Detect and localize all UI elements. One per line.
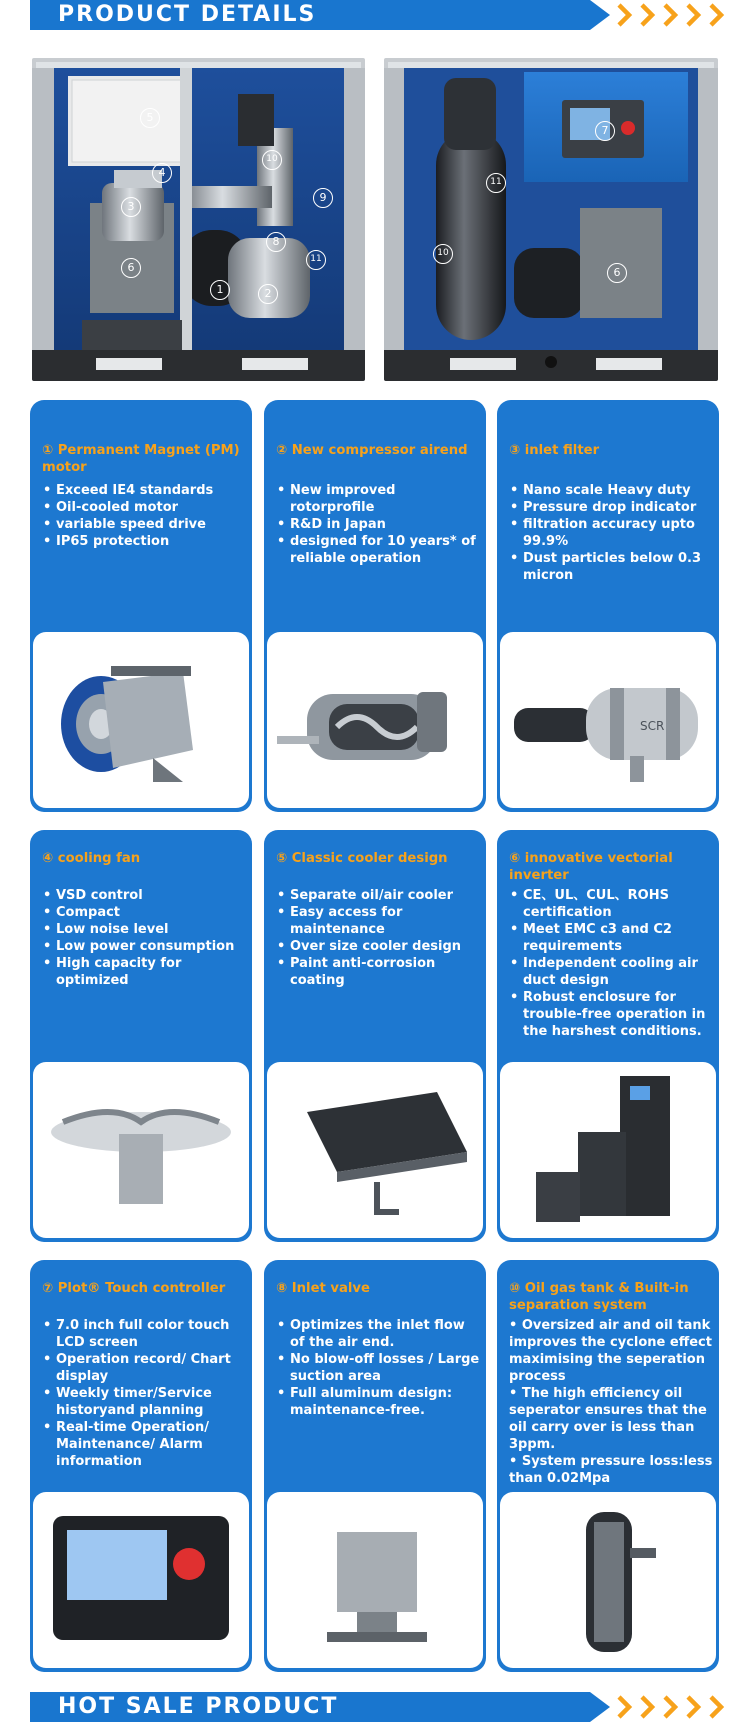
card-bullet-list [276, 887, 482, 989]
list-item: • Meet EMC c3 and C2 requirements [509, 921, 715, 955]
list-item: • System pressure loss:less than 0.02Mpa [509, 1454, 713, 1486]
inlet-filter-icon [500, 632, 716, 808]
callout-marker: 11 [486, 173, 506, 193]
list-item: • Oversized air and oil tank improves the cyclone effect maximising the seperation process [509, 1318, 712, 1384]
callout-marker: 7 [595, 121, 615, 141]
inverter-icon [500, 1062, 716, 1238]
list-item: • Oil-cooled motor [42, 499, 248, 516]
touch-controller-icon [33, 1492, 249, 1668]
callout-marker: 5 [140, 108, 160, 128]
card-image [267, 1492, 483, 1668]
callout-marker: 8 [266, 232, 286, 252]
list-item: • Robust enclosure for trouble-free operation in the harshest conditions. [509, 989, 715, 1040]
chevron-arrows-icon [615, 2, 740, 28]
card-image [33, 1062, 249, 1238]
footer-banner [0, 1692, 750, 1722]
list-item: • CE、UL、CUL、ROHS certification [509, 887, 715, 921]
list-item: • Operation record/ Chart display [42, 1351, 248, 1385]
inlet-valve-icon [267, 1492, 483, 1668]
section-title: HOT SALE PRODUCT [58, 1694, 339, 1719]
card-image [33, 1492, 249, 1668]
list-item: • Nano scale Heavy duty [509, 482, 715, 499]
feature-card-oil-gas-tank [497, 1260, 719, 1672]
page-title: PRODUCT DETAILS [58, 2, 317, 27]
list-item: • Over size cooler design [276, 938, 482, 955]
list-item: • Compact [42, 904, 248, 921]
list-item: • Low power consumption [42, 938, 248, 955]
callout-marker: 1 [210, 280, 230, 300]
compressor-photo-left [32, 58, 365, 381]
list-item: • No blow-off losses / Large suction area [276, 1351, 482, 1385]
card-bullet-list [509, 887, 715, 1040]
list-item: • New improved rotorprofile [276, 482, 482, 516]
list-item: • The high efficiency oil seperator ensures that the oil carry over is less than 3ppm. [509, 1386, 707, 1452]
card-image [267, 1062, 483, 1238]
list-item: • filtration accuracy upto 99.9% [509, 516, 715, 550]
cooler-icon [267, 1062, 483, 1238]
list-item: • Low noise level [42, 921, 248, 938]
list-item: • Pressure drop indicator [509, 499, 715, 516]
feature-card-cooler [264, 830, 486, 1242]
card-image [500, 1492, 716, 1668]
list-item: • IP65 protection [42, 533, 248, 550]
card-bullet-list [509, 1317, 715, 1487]
list-item: • variable speed drive [42, 516, 248, 533]
card-title: ⑧ Inlet valve [276, 1281, 370, 1296]
list-item: • Optimizes the inlet flow of the air end. [276, 1317, 482, 1351]
cooling-fan-icon [33, 1062, 249, 1238]
card-title: ③ inlet filter [509, 443, 600, 458]
callout-marker: 6 [121, 258, 141, 278]
list-item: • R&D in Japan [276, 516, 482, 533]
list-item: • Paint anti-corrosion coating [276, 955, 482, 989]
card-image [500, 632, 716, 808]
card-bullet-list [276, 1317, 482, 1419]
list-item: • Weekly timer/Service historyand planning [42, 1385, 248, 1419]
list-item: • Full aluminum design: maintenance-free. [276, 1385, 482, 1419]
feature-card-inverter [497, 830, 719, 1242]
callout-marker: 10 [433, 244, 453, 264]
card-bullet-list [42, 482, 248, 550]
list-item: • Real-time Operation/ Maintenance/ Alarm information [42, 1419, 248, 1470]
filter-brand-label: SCR [640, 719, 665, 733]
list-item: • Separate oil/air cooler [276, 887, 482, 904]
list-item: • Easy access for maintenance [276, 904, 482, 938]
callout-marker: 4 [152, 163, 172, 183]
card-title: ④ cooling fan [42, 851, 141, 866]
card-bullet-list [509, 482, 715, 584]
card-title: ② New compressor airend [276, 443, 468, 458]
card-title: ⑩ Oil gas tank & Built-in separation system [509, 1281, 689, 1313]
list-item: • Dust particles below 0.3 micron [509, 550, 715, 584]
callout-marker: 9 [313, 188, 333, 208]
chevron-arrows-icon [615, 1694, 740, 1720]
oil-gas-tank-icon [500, 1492, 716, 1668]
card-bullet-list [42, 887, 248, 989]
card-image [500, 1062, 716, 1238]
feature-card-touch-controller [30, 1260, 252, 1672]
list-item: • 7.0 inch full color touch LCD screen [42, 1317, 248, 1351]
pm-motor-icon [33, 632, 249, 808]
list-item: • High capacity for optimized [42, 955, 248, 989]
airend-icon [267, 632, 483, 808]
feature-card-inlet-valve [264, 1260, 486, 1672]
list-item: • VSD control [42, 887, 248, 904]
callout-marker: 11 [306, 250, 326, 270]
card-bullet-list [42, 1317, 248, 1470]
card-image [33, 632, 249, 808]
feature-card-cooling-fan [30, 830, 252, 1242]
card-title: ⑤ Classic cooler design [276, 851, 448, 866]
feature-card-airend [264, 400, 486, 812]
list-item: • designed for 10 years* of reliable operation [276, 533, 482, 567]
list-item: • Exceed IE4 standards [42, 482, 248, 499]
feature-card-pm-motor [30, 400, 252, 812]
card-title: ⑦ Plot® Touch controller [42, 1281, 226, 1296]
card-image [267, 632, 483, 808]
card-bullet-list [276, 482, 482, 567]
card-title: ① Permanent Magnet (PM) motor [42, 443, 240, 475]
compressor-photo-right [384, 58, 718, 381]
feature-card-inlet-filter [497, 400, 719, 812]
callout-marker: 2 [258, 284, 278, 304]
header-banner [0, 0, 750, 30]
callout-marker: 3 [121, 197, 141, 217]
list-item: • Independent cooling air duct design [509, 955, 715, 989]
callout-marker: 6 [607, 263, 627, 283]
card-title: ⑥ innovative vectorial inverter [509, 851, 673, 883]
callout-marker: 10 [262, 150, 282, 170]
